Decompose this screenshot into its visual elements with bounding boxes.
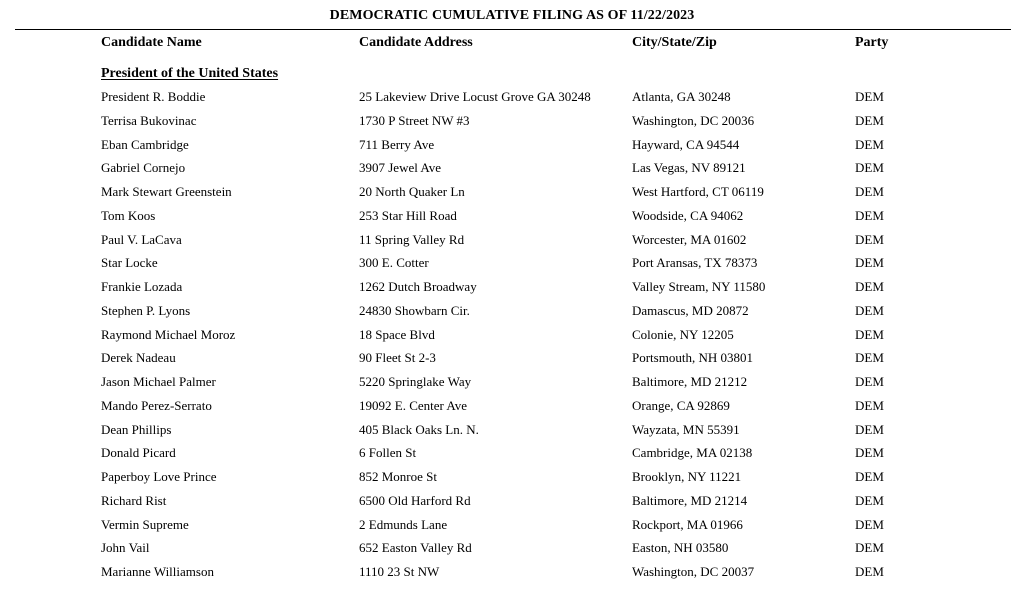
candidate-address: 852 Monroe St [359, 469, 437, 484]
candidate-city-state-zip: Hayward, CA 94544 [632, 136, 740, 152]
candidate-address: 11 Spring Valley Rd [359, 231, 465, 247]
candidate-city-state-zip: Colonie, NY 12205 [632, 326, 734, 342]
candidate-address: 20 North Quaker Ln [359, 184, 465, 199]
table-row [0, 230, 1024, 254]
column-header-city: City/State/Zip [632, 35, 717, 50]
candidate-address: 3907 Jewel Ave [359, 160, 442, 176]
candidate-city-state-zip: Atlanta, GA 30248 [632, 89, 731, 104]
candidate-name: Terrisa Bukovinac [101, 112, 197, 128]
candidate-party: DEM [855, 445, 884, 461]
candidate-city-state-zip: Portsmouth, NH 03801 [632, 350, 753, 366]
candidate-name: Richard Rist [101, 492, 167, 508]
table-row [0, 396, 1024, 420]
candidate-party: DEM [855, 540, 884, 556]
candidate-city-state-zip: Washington, DC 20036 [632, 112, 755, 128]
candidate-name: Paperboy Love Prince [101, 469, 217, 484]
candidate-party: DEM [855, 397, 884, 413]
candidate-party: DEM [855, 326, 884, 342]
table-row [0, 467, 1024, 491]
table-row [0, 206, 1024, 230]
candidate-name: Dean Phillips [101, 421, 172, 437]
table-row [0, 515, 1024, 539]
candidate-party: DEM [855, 279, 884, 294]
section-heading: President of the United States [101, 66, 279, 81]
candidate-city-state-zip: Damascus, MD 20872 [632, 302, 749, 318]
candidate-city-state-zip: Brooklyn, NY 11221 [632, 469, 742, 484]
candidate-city-state-zip: Worcester, MA 01602 [632, 231, 747, 247]
table-row [0, 111, 1024, 135]
table-row [0, 491, 1024, 515]
candidate-address: 711 Berry Ave [359, 136, 435, 152]
candidate-name: Paul V. LaCava [101, 231, 182, 247]
candidate-name: Frankie Lozada [101, 279, 183, 294]
candidate-address: 652 Easton Valley Rd [359, 540, 472, 556]
candidate-address: 1730 P Street NW #3 [359, 112, 470, 128]
candidate-address: 2 Edmunds Lane [359, 516, 448, 532]
document-title: DEMOCRATIC CUMULATIVE FILING AS OF 11/22/2023 [329, 8, 695, 23]
table-row [0, 158, 1024, 182]
candidate-party: DEM [855, 374, 884, 389]
candidate-city-state-zip: Wayzata, MN 55391 [632, 421, 740, 437]
candidate-list [0, 87, 1024, 586]
candidate-address: 24830 Showbarn Cir. [359, 302, 470, 318]
candidate-city-state-zip: Washington, DC 20037 [632, 564, 755, 579]
candidate-address: 253 Star Hill Road [359, 207, 457, 223]
candidate-address: 6 Follen St [359, 445, 417, 461]
table-row [0, 253, 1024, 277]
column-header-party: Party [855, 35, 889, 50]
candidate-name: Mark Stewart Greenstein [101, 184, 232, 199]
table-row [0, 325, 1024, 349]
candidate-name: Donald Picard [101, 445, 176, 461]
candidate-city-state-zip: Port Aransas, TX 78373 [632, 255, 758, 271]
candidate-city-state-zip: Cambridge, MA 02138 [632, 445, 753, 461]
candidate-name: Mando Perez-Serrato [101, 397, 212, 413]
candidate-city-state-zip: Orange, CA 92869 [632, 397, 730, 413]
column-header-name: Candidate Name [101, 35, 202, 50]
candidate-party: DEM [855, 516, 884, 532]
candidate-name: Vermin Supreme [101, 516, 189, 532]
table-row [0, 301, 1024, 325]
candidate-party: DEM [855, 564, 884, 579]
candidate-name: Star Locke [101, 255, 158, 271]
candidate-address: 1262 Dutch Broadway [359, 279, 477, 294]
table-row [0, 420, 1024, 444]
candidate-city-state-zip: Rockport, MA 01966 [632, 516, 743, 532]
candidate-party: DEM [855, 255, 884, 271]
table-row [0, 182, 1024, 206]
candidate-party: DEM [855, 160, 884, 176]
candidate-party: DEM [855, 112, 884, 128]
candidate-name: Raymond Michael Moroz [101, 326, 236, 342]
table-row [0, 538, 1024, 562]
candidate-city-state-zip: Baltimore, MD 21212 [632, 374, 748, 389]
candidate-address: 25 Lakeview Drive Locust Grove GA 30248 [359, 89, 591, 104]
candidate-party: DEM [855, 302, 884, 318]
candidate-party: DEM [855, 184, 884, 199]
candidate-party: DEM [855, 207, 884, 223]
table-row [0, 87, 1024, 111]
candidate-city-state-zip: Easton, NH 03580 [632, 540, 729, 556]
candidate-city-state-zip: Baltimore, MD 21214 [632, 492, 748, 508]
candidate-city-state-zip: Valley Stream, NY 11580 [632, 279, 766, 294]
candidate-city-state-zip: West Hartford, CT 06119 [632, 184, 764, 199]
candidate-party: DEM [855, 136, 884, 152]
table-row [0, 277, 1024, 301]
column-headers [0, 34, 1024, 52]
table-row [0, 135, 1024, 159]
candidate-name: President R. Boddie [101, 89, 206, 104]
table-row [0, 443, 1024, 467]
candidate-party: DEM [855, 89, 884, 104]
candidate-name: Gabriel Cornejo [101, 160, 186, 176]
table-row [0, 372, 1024, 396]
candidate-address: 19092 E. Center Ave [359, 397, 468, 413]
candidate-name: Marianne Williamson [101, 564, 214, 579]
candidate-name: Jason Michael Palmer [101, 374, 216, 389]
candidate-city-state-zip: Las Vegas, NV 89121 [632, 160, 746, 176]
candidate-address: 5220 Springlake Way [359, 374, 472, 389]
column-header-address: Candidate Address [359, 35, 473, 50]
table-row [0, 562, 1024, 586]
candidate-party: DEM [855, 350, 884, 366]
candidate-address: 405 Black Oaks Ln. N. [359, 421, 479, 437]
header-divider [15, 29, 1011, 30]
candidate-address: 1110 23 St NW [359, 564, 440, 579]
candidate-party: DEM [855, 492, 884, 508]
table-row [0, 348, 1024, 372]
candidate-party: DEM [855, 231, 884, 247]
candidate-address: 6500 Old Harford Rd [359, 492, 471, 508]
candidate-city-state-zip: Woodside, CA 94062 [632, 207, 744, 223]
candidate-name: Derek Nadeau [101, 350, 176, 366]
candidate-address: 300 E. Cotter [359, 255, 429, 271]
candidate-party: DEM [855, 421, 884, 437]
candidate-name: Eban Cambridge [101, 136, 189, 152]
candidate-name: Tom Koos [101, 207, 156, 223]
candidate-name: John Vail [101, 540, 150, 556]
candidate-party: DEM [855, 469, 884, 484]
candidate-address: 18 Space Blvd [359, 326, 435, 342]
candidate-address: 90 Fleet St 2-3 [359, 350, 436, 366]
candidate-name: Stephen P. Lyons [101, 302, 191, 318]
